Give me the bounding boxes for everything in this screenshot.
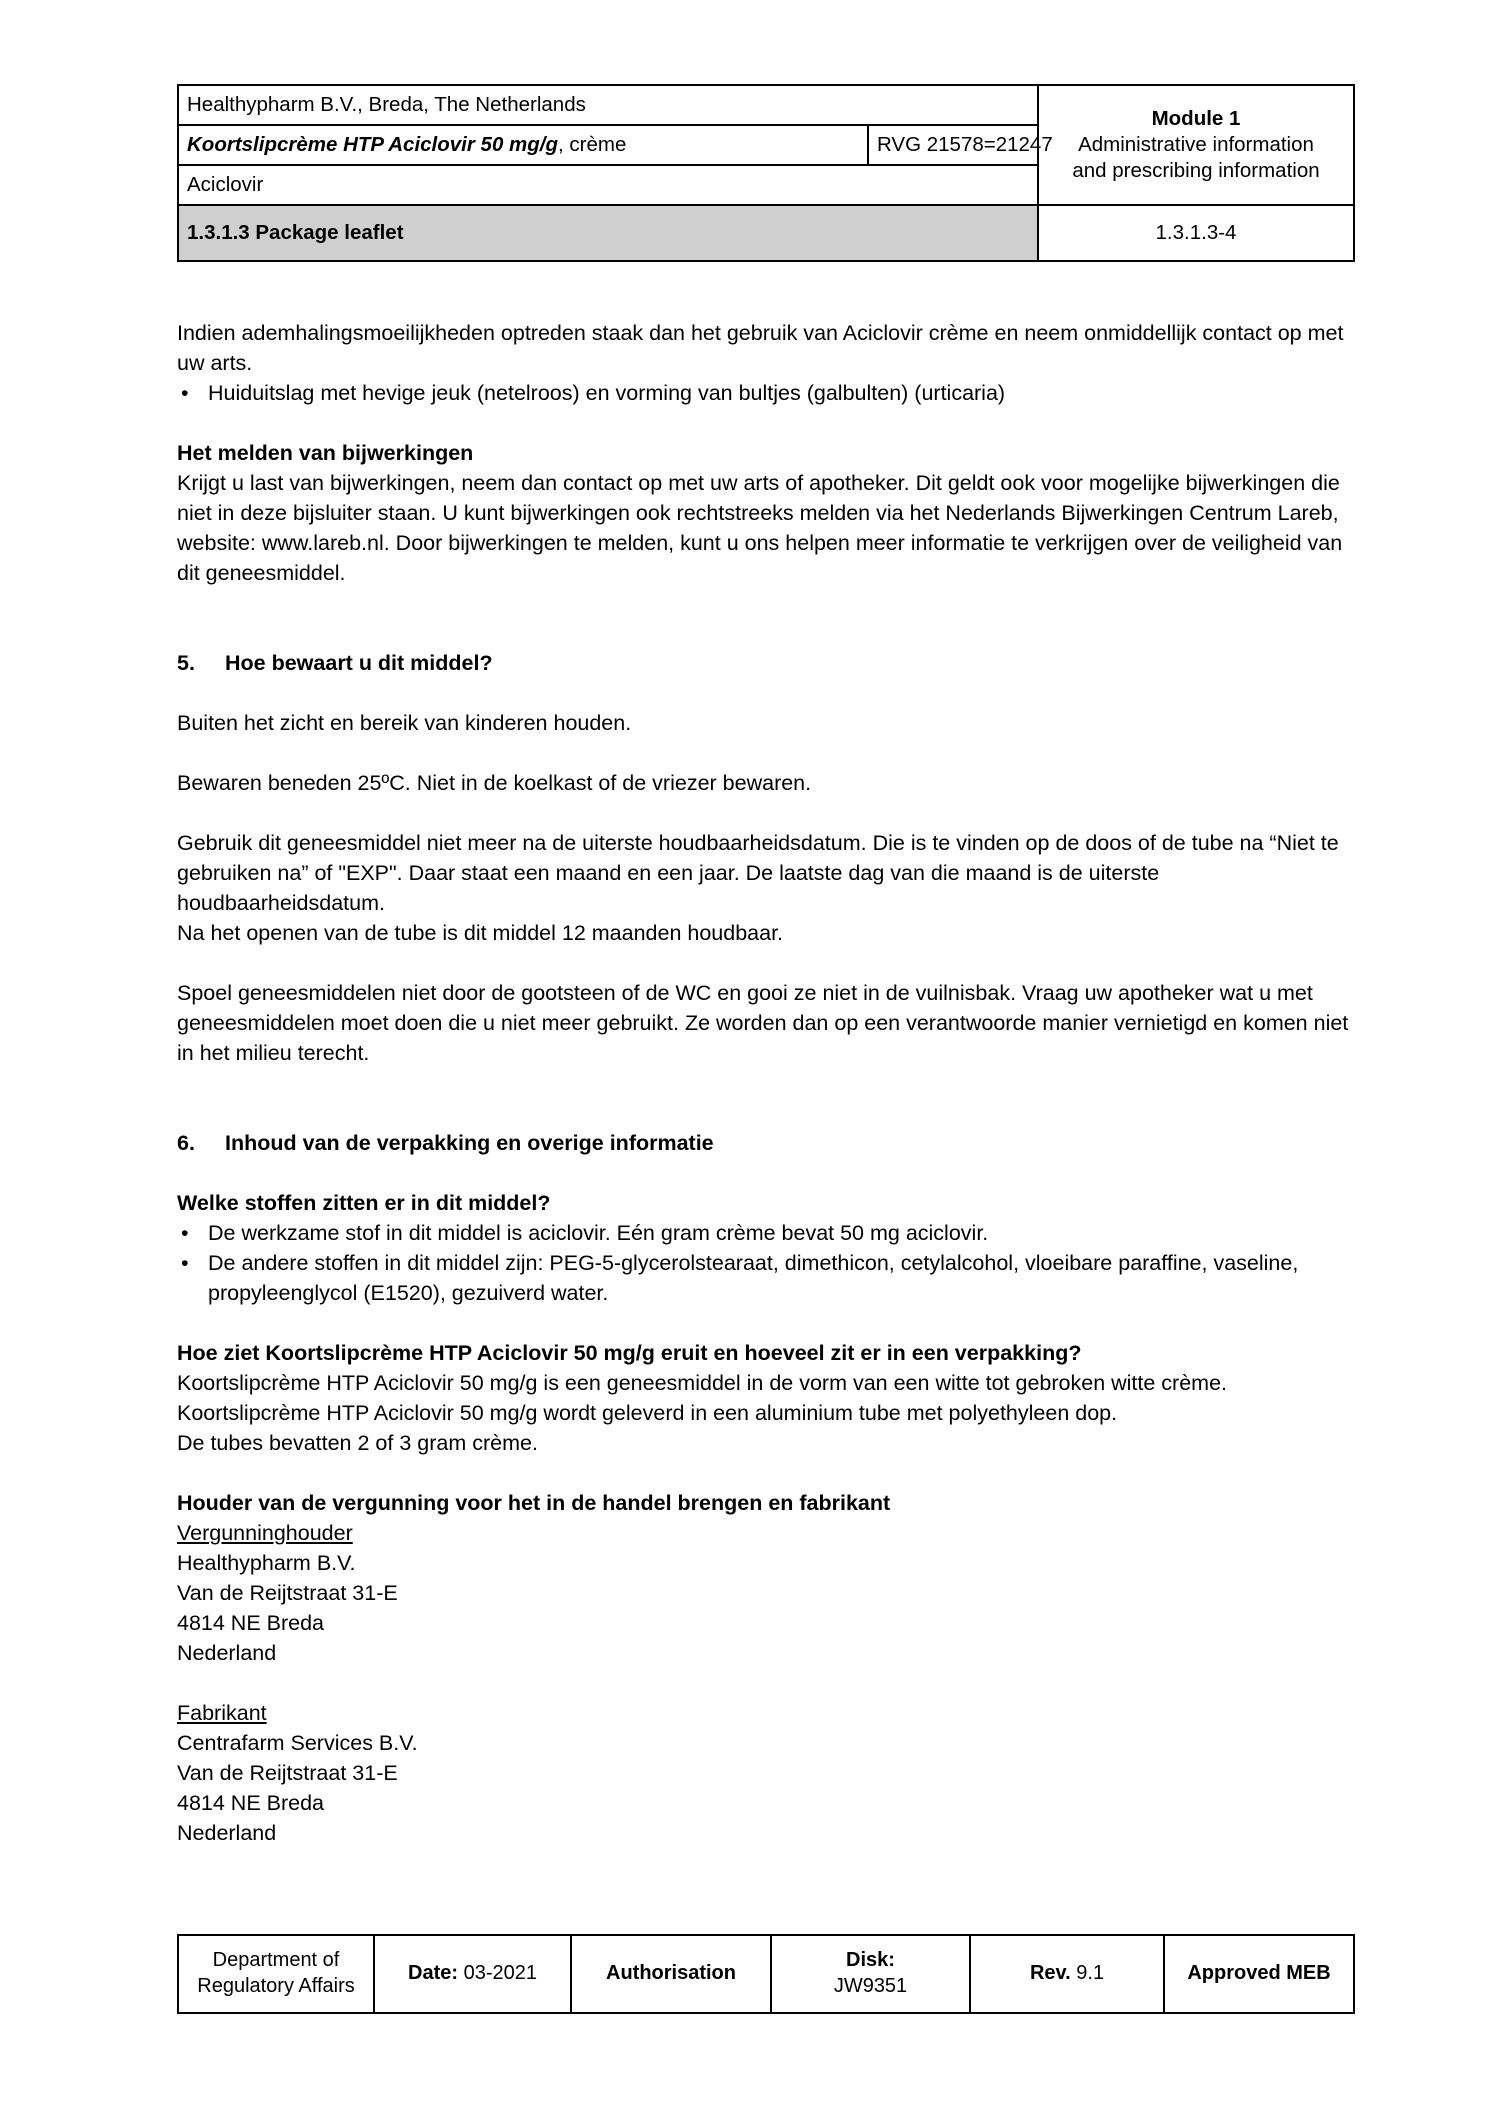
footer-department-line1: Department of (212, 1949, 340, 1972)
footer-rev (970, 1935, 1164, 2013)
paragraph-keep-out-of-reach: Buiten het zicht en bereik van kinderen houden. (177, 711, 632, 735)
footer-approved: Approved MEB (1164, 1935, 1354, 2013)
section-6-title: Inhoud van de verpakking en overige informatie (225, 1131, 714, 1155)
footer-authorisation: Authorisation (571, 1935, 771, 2013)
footer-disk-label: Disk: (846, 1949, 895, 1972)
spacer (177, 678, 1357, 708)
paragraph-appearance-packaging: Koortslipcrème HTP Aciclovir 50 mg/g wordt geleverd in een aluminium tube met polyethyleen dop. (177, 1401, 1118, 1425)
paragraph-appearance-form: Koortslipcrème HTP Aciclovir 50 mg/g is een geneesmiddel in de vorm van een witte tot gebroken witte crème. (177, 1371, 1228, 1395)
header-section-number: 1.3.1.3-4 (1038, 205, 1354, 261)
header-active-substance: Aciclovir (178, 165, 1038, 205)
section-5-title: Hoe bewaart u dit middel? (225, 651, 493, 675)
footer-row (178, 1935, 1354, 2013)
list-item (177, 1218, 1357, 1248)
heading-section-5 (177, 648, 1357, 678)
spacer (177, 618, 1357, 648)
bullet-icon: • (181, 1221, 189, 1245)
header-row-company (178, 85, 1354, 125)
spacer (177, 738, 1357, 768)
footer-rev-label: Rev. (1029, 1962, 1071, 1985)
holder-street: Van de Reijtstraat 31-E (177, 1581, 398, 1605)
footer-department-line2: Regulatory Affairs (197, 1975, 355, 1997)
header-product-suffix: , crème (558, 132, 627, 156)
label-licence-holder: Vergunninghouder (177, 1521, 353, 1545)
holder-company-name: Healthypharm B.V. (177, 1551, 356, 1575)
header-module-title: Module 1 (1151, 106, 1241, 130)
bullet-active-substance: De werkzame stof in dit middel is aciclovir. Eén gram crème bevat 50 mg aciclovir. (208, 1221, 989, 1245)
paragraph-expiry-date: Gebruik dit geneesmiddel niet meer na de uiterste houdbaarheidsdatum. Die is te vinden op de doos of de tube na “Niet te gebruiken na” of "EXP". Daar staat een maand en een jaar. De laatste dag van die maand is de uiterste houdbaarheidsdatum. (177, 831, 1339, 915)
paragraph-appearance-tube-size: De tubes bevatten 2 of 3 gram crème. (177, 1431, 538, 1455)
spacer (177, 1068, 1357, 1098)
heading-appearance: Hoe ziet Koortslipcrème HTP Aciclovir 50 mg/g eruit en hoeveel zit er in een verpakking? (177, 1341, 1082, 1365)
list-item (177, 378, 1357, 408)
holder-country: Nederland (177, 1641, 277, 1665)
spacer (177, 408, 1357, 438)
header-module-line1: Administrative information (1078, 132, 1314, 156)
document-header-table (177, 84, 1355, 262)
spacer (177, 1668, 1357, 1698)
section-6-number: 6. (177, 1131, 195, 1155)
manufacturer-company-name: Centrafarm Services B.V. (177, 1731, 418, 1755)
document-body (177, 318, 1357, 1848)
document-footer-table (177, 1934, 1355, 2014)
paragraph-storage-temperature: Bewaren beneden 25ºC. Niet in de koelkast of de vriezer bewaren. (177, 771, 812, 795)
heading-marketing-authorisation-holder: Houder van de vergunning voor het in de handel brengen en fabrikant (177, 1491, 891, 1515)
footer-disk-value: JW9351 (833, 1975, 908, 1997)
holder-postal-city: 4814 NE Breda (177, 1611, 325, 1635)
spacer (177, 798, 1357, 828)
spacer (177, 588, 1357, 618)
spacer (177, 1158, 1357, 1188)
bullet-icon: • (181, 381, 189, 405)
header-row-section (178, 205, 1354, 261)
header-rvg-number: RVG 21578=21247 (868, 125, 1038, 165)
spacer (177, 1458, 1357, 1488)
footer-rev-value: 9.1 (1070, 1962, 1105, 1985)
footer-department (178, 1935, 374, 2013)
spacer (177, 1308, 1357, 1338)
manufacturer-postal-city: 4814 NE Breda (177, 1791, 325, 1815)
header-section-title: 1.3.1.3 Package leaflet (178, 205, 1038, 261)
header-product-name (178, 125, 868, 165)
header-module-line2: and prescribing information (1072, 159, 1320, 183)
heading-reporting-side-effects: Het melden van bijwerkingen (177, 441, 474, 465)
manufacturer-country: Nederland (177, 1821, 277, 1845)
section-5-number: 5. (177, 651, 195, 675)
bullet-rash-text: Huiduitslag met hevige jeuk (netelroos) en vorming van bultjes (galbulten) (urticaria) (208, 381, 1006, 405)
heading-substances: Welke stoffen zitten er in dit middel? (177, 1191, 551, 1215)
label-manufacturer: Fabrikant (177, 1701, 267, 1725)
paragraph-disposal: Spoel geneesmiddelen niet door de gootsteen of de WC en gooi ze niet in de vuilnisbak. Vraag uw apotheker wat u met geneesmiddelen moet doen die u niet meer gebruikt. Ze worden dan op een verantwoorde manier vernietigd en komen niet in het milieu terecht. (177, 981, 1349, 1065)
header-company-name: Healthypharm B.V., Breda, The Netherlands (178, 85, 1038, 125)
list-item (177, 1248, 1357, 1308)
bullet-other-substances: De andere stoffen in dit middel zijn: PEG-5-glycerolstearaat, dimethicon, cetylalcohol, vloeibare paraffine, vaseline, propyleenglycol (E1520), gezuiverd water. (208, 1251, 1299, 1305)
footer-disk (771, 1935, 970, 2013)
header-module-cell (1038, 85, 1354, 205)
bullet-icon: • (181, 1251, 189, 1275)
heading-section-6 (177, 1128, 1357, 1158)
footer-date-label: Date: (408, 1962, 459, 1985)
manufacturer-street: Van de Reijtstraat 31-E (177, 1761, 398, 1785)
footer-date-value: 03-2021 (458, 1962, 537, 1985)
footer-date (374, 1935, 571, 2013)
paragraph-breathing-difficulty: Indien ademhalingsmoeilijkheden optreden staak dan het gebruik van Aciclovir crème en neem onmiddellijk contact op met uw arts. (177, 321, 1344, 375)
paragraph-reporting-side-effects: Krijgt u last van bijwerkingen, neem dan contact op met uw arts of apotheker. Dit geldt ook voor mogelijke bijwerkingen die niet in deze bijsluiter staan. U kunt bijwerkingen ook rechtstreeks melden via het Nederlands Bijwerkingen Centrum Lareb, website: www.lareb.nl. Door bijwerkingen te melden, kunt u ons helpen meer informatie te verkrijgen over de veiligheid van dit geneesmiddel. (177, 471, 1343, 585)
spacer (177, 1098, 1357, 1128)
spacer (177, 948, 1357, 978)
header-product-bold: Koortslipcrème HTP Aciclovir 50 mg/g (187, 132, 559, 156)
paragraph-after-opening: Na het openen van de tube is dit middel 12 maanden houdbaar. (177, 921, 784, 945)
